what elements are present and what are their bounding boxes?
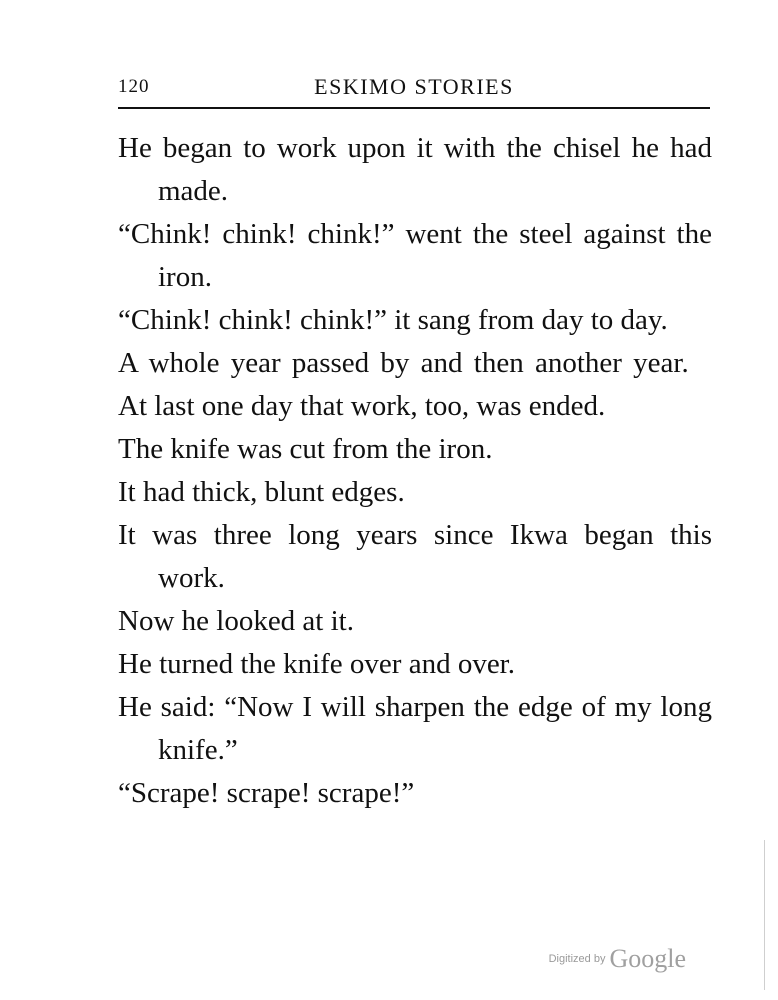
paragraph: The knife was cut from the iron.	[118, 433, 493, 465]
paragraph: Now he looked at it.	[118, 605, 354, 637]
page-header	[118, 72, 710, 106]
page-edge-line	[764, 840, 765, 990]
paragraph: He said: “Now I will sharpen the edge of my long knife.”	[118, 691, 712, 766]
running-title: ESKIMO STORIES	[314, 74, 514, 99]
paragraph: He began to work upon it with the chisel he had made.	[118, 132, 712, 207]
paragraph: It was three long years since Ikwa began this work.	[118, 519, 712, 594]
header-rule	[118, 107, 710, 109]
paragraph: At last one day that work, too, was ended.	[118, 390, 606, 422]
body-text	[118, 127, 712, 815]
paragraph: It had thick, blunt edges.	[118, 476, 405, 508]
digitized-watermark	[549, 944, 686, 974]
paragraph: He turned the knife over and over.	[118, 648, 515, 680]
google-logo: Google	[609, 944, 686, 973]
page-number: 120	[118, 76, 150, 97]
paragraph: “Chink! chink! chink!” it sang from day to day.	[118, 304, 668, 336]
paragraph: “Chink! chink! chink!” went the steel against the iron.	[118, 218, 712, 293]
digitized-label: Digitized by	[548, 953, 606, 965]
paragraph: “Scrape! scrape! scrape!”	[118, 777, 415, 809]
paragraph: A whole year passed by and then another year.	[118, 347, 689, 379]
